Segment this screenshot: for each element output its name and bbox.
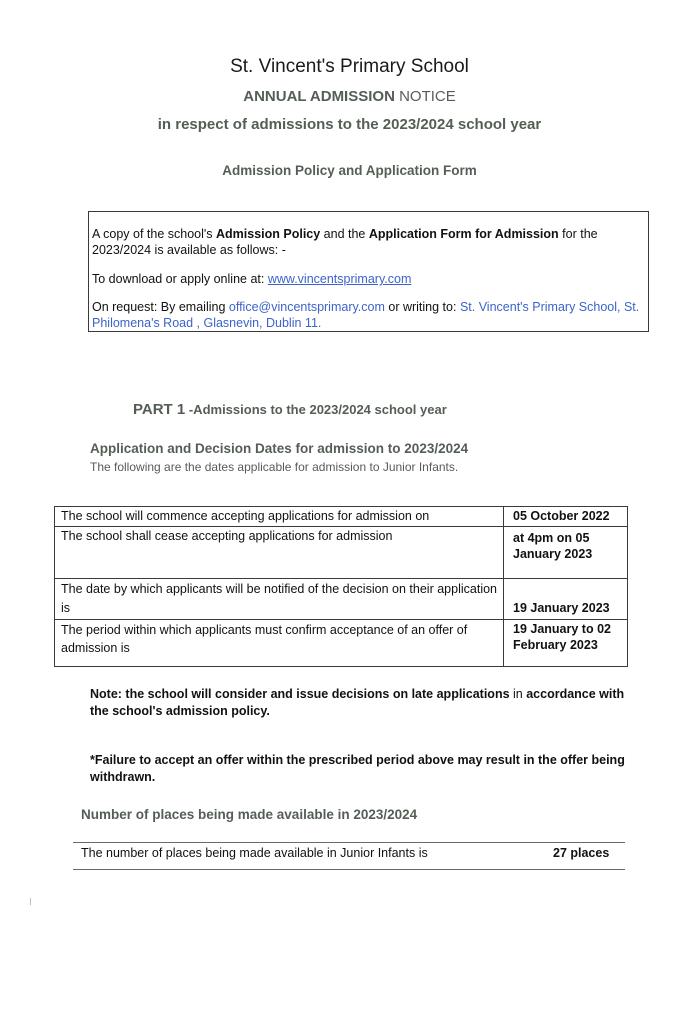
info-paragraph-download — [92, 271, 642, 287]
dates-heading: Application and Decision Dates for admission to 2023/2024 — [90, 441, 469, 456]
notice-title — [0, 88, 699, 105]
download-label: To download or apply online at: — [92, 272, 268, 286]
row-date-text: 19 January 2023 — [513, 601, 610, 615]
note-bold-text: accordance with the school's admission policy. — [90, 687, 625, 718]
policy-info-box — [88, 211, 649, 332]
respect-line: in respect of admissions to the 2023/2024 school year — [157, 116, 542, 133]
places-description: The number of places being made available in Junior Infants is — [81, 846, 428, 860]
info-paragraph-copy — [92, 226, 642, 258]
info-text: A copy of the school's — [92, 227, 216, 241]
row-description: The date by which applicants will be notified of the decision on their application is — [55, 579, 504, 620]
row-date: 05 October 2022 — [504, 507, 628, 527]
table-row — [55, 507, 628, 527]
email-link[interactable]: office@vincentsprimary.com — [228, 300, 385, 314]
note-normal-text: in — [509, 687, 527, 701]
failure-note: *Failure to accept an offer within the prescribed period above may result in the offer being withdrawn. — [90, 753, 625, 784]
places-value: 27 places — [553, 846, 610, 860]
notice-title-rest: NOTICE — [394, 88, 456, 105]
row-date — [504, 579, 628, 620]
note-bold-text: Note: the school will consider and issue decisions on late applications — [90, 687, 510, 701]
late-applications-note — [90, 686, 635, 720]
school-name: St. Vincent's Primary School — [230, 56, 469, 77]
part1-heading — [133, 401, 447, 418]
table-row — [55, 527, 628, 579]
part1-label: PART 1 — [133, 401, 186, 418]
info-text: On request: By emailing — [92, 300, 229, 314]
divider — [73, 842, 625, 843]
info-text: or writing to: — [384, 300, 460, 314]
table-row — [55, 579, 628, 620]
row-date — [504, 620, 628, 667]
row-date-text: at 4pm on 05 January 2023 — [513, 531, 593, 561]
row-date-text: 19 January to 02 February 2023 — [513, 622, 611, 652]
row-description: The school will commence accepting applications for admission on — [55, 507, 504, 527]
info-paragraph-request — [92, 299, 642, 331]
dates-table — [54, 506, 628, 667]
divider — [73, 869, 625, 870]
application-form-label: Application Form for Admission — [368, 227, 559, 241]
table-row — [55, 620, 628, 667]
places-heading: Number of places being made available in 2023/2024 — [81, 807, 418, 822]
website-link[interactable]: www.vincentsprimary.com — [267, 272, 412, 286]
dates-subheading: The following are the dates applicable for admission to Junior Infants. — [90, 460, 459, 474]
admission-policy-label: Admission Policy — [216, 227, 321, 241]
page-edge-mark — [30, 898, 31, 905]
info-text: for the 2023/2024 is available as follows: - — [92, 227, 598, 257]
info-text: and the — [320, 227, 369, 241]
row-description: The school shall cease accepting applications for admission — [55, 527, 504, 579]
school-address: St. Vincent's Primary School, St. Philomena's Road , Glasnevin, Dublin 11. — [92, 300, 640, 330]
policy-heading: Admission Policy and Application Form — [222, 163, 477, 178]
row-date — [504, 527, 628, 579]
notice-title-bold: ANNUAL ADMISSION — [243, 88, 395, 105]
part1-title: -Admissions to the 2023/2024 school year — [185, 402, 447, 417]
row-description: The period within which applicants must confirm acceptance of an offer of admission is — [55, 620, 504, 667]
